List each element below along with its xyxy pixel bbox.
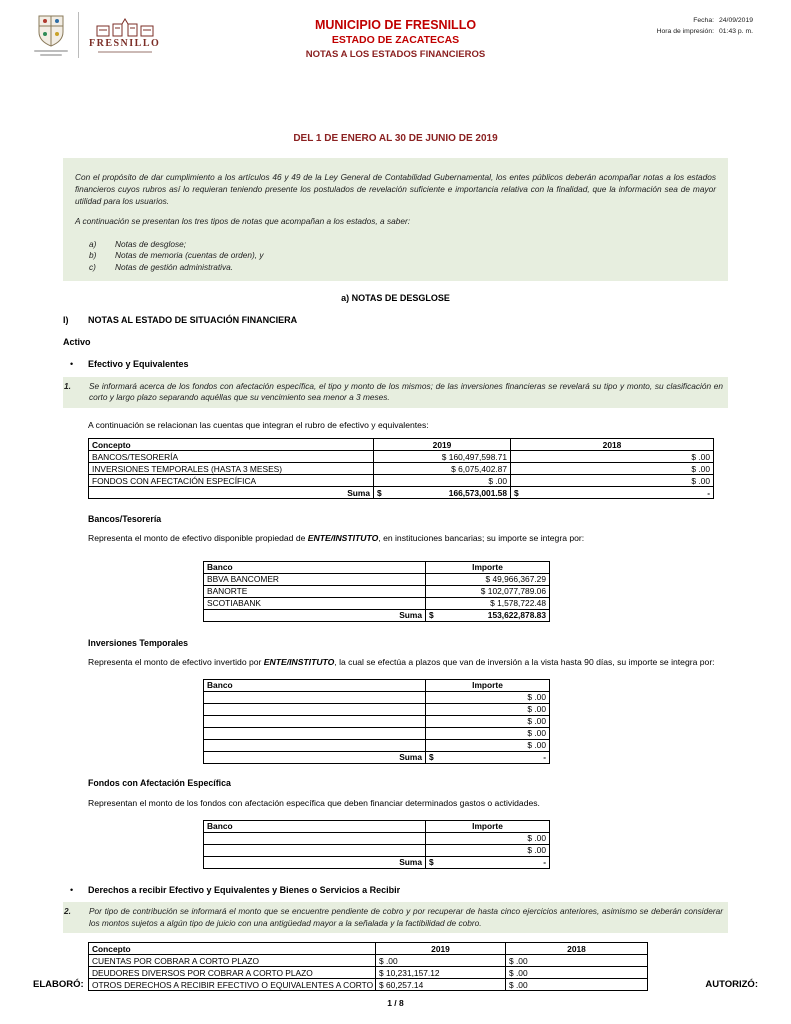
note-text: Se informará acerca de los fondos con afectación específica, el tipo y monto de los mismos; de las inversiones financieras se revelará su tipo y monto, su clasificación en corto y largo plazo separando aquéllas que su vencimiento sea menor a 3 meses. [89,380,723,403]
bancos-table [203,561,550,622]
amount-cell: $ 102,077,789.06 [426,585,550,597]
table-header-row [204,821,550,833]
list-item-text: Notas de memoria (cuentas de orden), y [115,250,264,261]
page-header [0,0,791,98]
bancos-heading: Bancos/Tesorería [88,514,162,525]
fondos-paragraph: Representan el monto de los fondos con afectación específica que deben financiar determinados gastos o actividades. [88,797,540,808]
period-title: DEL 1 DE ENERO AL 30 DE JUNIO DE 2019 [293,133,498,144]
fondos-heading: Fondos con Afectación Específica [88,777,231,788]
suma-label: Suma [89,487,374,499]
table-header-row [89,943,648,955]
fondos-table [203,820,550,869]
note-number: 2. [64,906,71,917]
amount-cell: $ 60,257.14 [376,979,506,991]
logo-divider [78,12,79,58]
elaboro-label: ELABORÓ: [33,979,84,990]
notes-type-list [75,239,716,274]
table-header-row [204,561,550,573]
amount-cell: $ .00 [511,463,714,475]
suma-row [204,609,550,621]
concepto-cell: OTROS DERECHOS A RECIBIR EFECTIVO O EQUIVALENTES A CORTO [89,979,376,991]
table-row [204,703,550,715]
column-header-2019: 2019 [376,943,506,955]
suma-amount [426,609,550,621]
print-metadata [657,16,763,38]
crest-caption-line [34,50,68,52]
ente-instituto-text: ENTE/INSTITUTO [307,533,379,544]
table-row [204,597,550,609]
municipio-title: MUNICIPIO DE FRESNILLO [314,18,477,32]
suma-amount-2018 [511,487,714,499]
paragraph-text: , la cual se efectúa a plazos que van de inversión a la vista hasta 90 días, su importe se integra por: [334,656,715,667]
banco-cell [204,833,426,845]
concepto-cell: FONDOS CON AFECTACIÓN ESPECÍFICA [89,475,374,487]
logo-group [34,12,160,58]
suma-label: Suma [204,751,426,763]
section-I-title [63,315,728,325]
table-row [89,475,714,487]
table-row [204,739,550,751]
column-header-concepto: Concepto [89,439,374,451]
amount-cell: $ .00 [506,979,648,991]
ente-instituto-text: ENTE/INSTITUTO [263,656,335,667]
banco-cell: BANORTE [204,585,426,597]
amount-cell: $ .00 [426,727,550,739]
fresnillo-logo-tagline [98,51,152,53]
list-item [75,250,716,262]
currency-symbol: $ [429,857,434,868]
table-row [204,845,550,857]
inversiones-table [203,679,550,764]
amount-cell: $ 160,497,598.71 [374,451,511,463]
column-header-concepto: Concepto [89,943,376,955]
banco-cell [204,715,426,727]
concepto-cell: DEUDORES DIVERSOS POR COBRAR A CORTO PLAZO [89,967,376,979]
hora-label: Hora de impresión: [656,27,714,35]
print-date-row [657,16,763,27]
amount-cell: $ .00 [376,955,506,967]
amount-cell: $ .00 [511,451,714,463]
shield-icon [37,14,65,48]
amount-cell: $ .00 [426,691,550,703]
municipal-crest-logo [34,14,68,56]
list-item-text: Notas de gestión administrativa. [115,261,234,272]
estado-title: ESTADO DE ZACATECAS [331,34,460,46]
table-header-row [204,679,550,691]
derechos-table [88,942,648,991]
autorizo-label: AUTORIZÓ: [705,979,758,990]
column-header-banco: Banco [204,679,426,691]
efectivo-equivalentes-table [88,438,714,499]
hora-value: 01:43 p. m. [719,27,754,35]
note-2 [63,902,728,933]
table-row [204,573,550,585]
table-row [204,727,550,739]
amount-cell: $ .00 [426,703,550,715]
note-1 [63,377,728,408]
column-header-2018: 2018 [506,943,648,955]
bullet-derechos [63,885,728,895]
column-header-importe: Importe [426,679,550,691]
amount-cell: $ .00 [506,967,648,979]
banco-cell: BBVA BANCOMER [204,573,426,585]
table-row [89,463,714,475]
bullet-label: Derechos a recibir Efectivo y Equivalentes y Bienes o Servicios a Recibir [88,885,401,896]
intro-note-block [63,158,728,281]
amount-cell: $ .00 [374,475,511,487]
suma-label: Suma [204,609,426,621]
bancos-paragraph [88,533,728,545]
list-item [75,262,716,274]
column-header-importe: Importe [426,821,550,833]
column-header-2018: 2018 [511,439,714,451]
suma-value: - [543,857,546,868]
list-marker: c) [89,261,96,272]
suma-amount-2019 [374,487,511,499]
currency-symbol: $ [429,751,434,762]
bullet-label: Efectivo y Equivalentes [88,358,189,369]
print-time-row [657,27,763,38]
concepto-cell: CUENTAS POR COBRAR A CORTO PLAZO [89,955,376,967]
banco-cell [204,739,426,751]
list-marker: a) [89,238,97,249]
paragraph-text: , en instituciones bancarias; su importe se integra por: [378,533,585,544]
suma-value: - [543,751,546,762]
bullet-icon: • [70,358,74,369]
document-body [0,133,791,991]
paragraph-text: Representa el monto de efectivo invertido por [88,656,264,667]
table-row [204,691,550,703]
document-title: NOTAS A LOS ESTADOS FINANCIEROS [305,49,486,60]
table-row [89,967,648,979]
suma-value: 153,622,878.83 [487,610,546,621]
column-header-importe: Importe [426,561,550,573]
banco-cell [204,691,426,703]
fresnillo-logo [89,17,160,53]
fecha-value: 24/09/2019 [719,17,754,24]
building-icon [96,17,154,37]
amount-cell: $ .00 [426,845,550,857]
table-row [89,451,714,463]
list-item [75,239,716,251]
suma-row [204,857,550,869]
currency-symbol: $ [514,487,519,498]
banco-cell [204,727,426,739]
section-a-title: a) NOTAS DE DESGLOSE [341,292,450,303]
table-row [204,585,550,597]
banco-cell [204,845,426,857]
amount-cell: $ 10,231,157.12 [376,967,506,979]
amount-cell: $ 49,966,367.29 [426,573,550,585]
suma-label: Suma [204,857,426,869]
currency-symbol: $ [429,610,434,621]
crest-caption-line [40,54,62,56]
note-text: Por tipo de contribución se informará el monto que se encuentre pendiente de cobro y por recuperar de hasta cinco ejercicios anteriores, asimismo se deberán considerar los montos sujetos a algún tipo de juicio con una antigüedad mayor a la señalada y la factibilidad de cobro. [89,906,723,928]
note-number: 1. [64,380,71,391]
list-marker: b) [89,250,97,261]
column-header-banco: Banco [204,561,426,573]
section-title-text: NOTAS AL ESTADO DE SITUACIÓN FINANCIERA [88,314,298,325]
table-row [89,979,648,991]
amount-cell: $ .00 [506,955,648,967]
table-header-row [89,439,714,451]
amount-cell: $ 6,075,402.87 [374,463,511,475]
inversiones-paragraph [88,657,728,669]
suma-row [204,751,550,763]
paragraph-text: Representa el monto de efectivo disponible propiedad de [88,533,308,544]
amount-cell: $ .00 [426,833,550,845]
table-row [204,833,550,845]
page-number: 1 / 8 [387,998,404,1008]
amount-cell: $ 1,578,722.48 [426,597,550,609]
section-number: I) [63,314,69,325]
suma-row [89,487,714,499]
table-row [204,715,550,727]
suma-value: 166,573,001.58 [448,487,507,498]
amount-cell: $ .00 [511,475,714,487]
list-item-text: Notas de desglose; [115,238,187,249]
currency-symbol: $ [377,487,382,498]
table-row [89,955,648,967]
intro-paragraph-2: A continuación se presentan los tres tipos de notas que acompañan a los estados, a saber: [75,216,411,227]
intro-paragraph-1: Con el propósito de dar cumplimiento a los artículos 46 y 49 de la Ley General de Contabilidad Gubernamental, los entes públicos deberán acompañar notas a los estados financieros cuyos rubros así lo requieran teniendo presente los postulados de revelación suficiente e importancia relativa con la finalidad, que la información sea de mayor utilidad para los usuarios. [75,172,716,206]
column-header-banco: Banco [204,821,426,833]
banco-cell: SCOTIABANK [204,597,426,609]
column-header-2019: 2019 [374,439,511,451]
fecha-label: Fecha: [693,17,714,24]
concepto-cell: BANCOS/TESORERÍA [89,451,374,463]
amount-cell: $ .00 [426,715,550,727]
bullet-efectivo [63,359,728,369]
concepto-cell: INVERSIONES TEMPORALES (HASTA 3 MESES) [89,463,374,475]
suma-amount [426,751,550,763]
suma-amount [426,857,550,869]
activo-heading: Activo [63,336,91,347]
amount-cell: $ .00 [426,739,550,751]
suma-value: - [707,487,710,498]
inversiones-heading: Inversiones Temporales [88,637,189,648]
banco-cell [204,703,426,715]
cuentas-paragraph: A continuación se relacionan las cuentas que integran el rubro de efectivo y equivalentes: [88,419,429,430]
bullet-icon: • [70,885,74,896]
fresnillo-logo-text: FRESNILLO [89,38,161,49]
